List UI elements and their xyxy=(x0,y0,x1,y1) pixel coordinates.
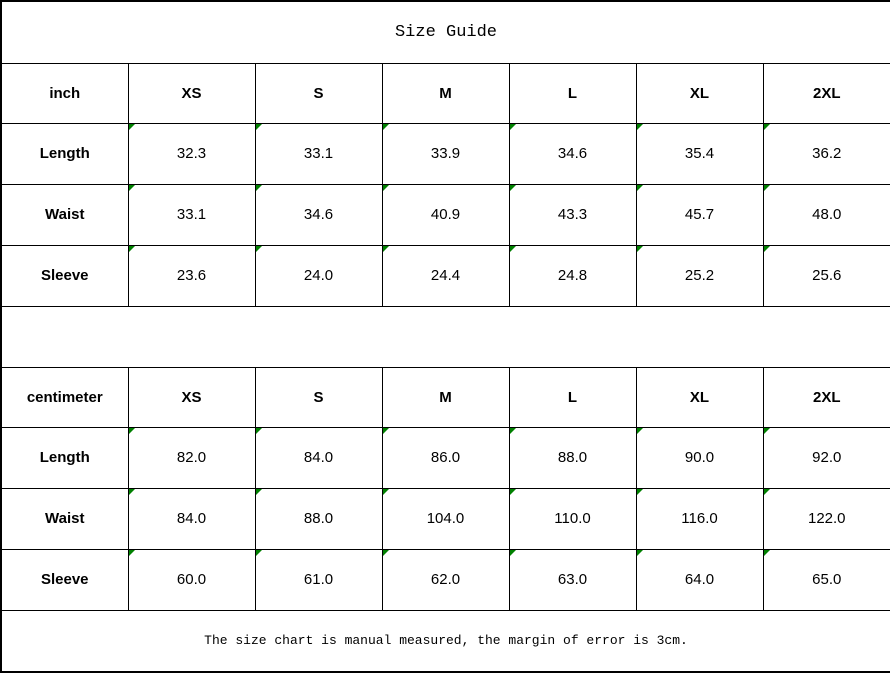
measurement-cell xyxy=(255,488,382,549)
measurement-value: 92.0 xyxy=(812,449,842,466)
measurement-cell xyxy=(128,427,255,488)
measurement-value: 60.0 xyxy=(176,571,207,588)
unit-header-centimeter: centimeter xyxy=(1,367,128,427)
measurement-cell xyxy=(128,245,255,306)
measurement-value: 24.8 xyxy=(557,267,588,284)
cell-flag-icon xyxy=(764,185,770,191)
measurement-value: 61.0 xyxy=(303,571,334,588)
measurement-cell xyxy=(636,184,763,245)
measurement-cell xyxy=(128,123,255,184)
measurement-cell xyxy=(255,427,382,488)
measurement-cell xyxy=(636,123,763,184)
measurement-cell xyxy=(128,549,255,610)
table-row xyxy=(1,123,890,184)
table-row xyxy=(1,488,890,549)
cell-flag-icon xyxy=(129,185,135,191)
measurement-cell xyxy=(382,427,509,488)
cell-flag-icon xyxy=(764,428,770,434)
cell-flag-icon xyxy=(764,550,770,556)
measurement-cell xyxy=(255,184,382,245)
cell-flag-icon xyxy=(510,428,516,434)
measurement-value: 82.0 xyxy=(176,449,207,466)
measurement-cell xyxy=(382,549,509,610)
cell-flag-icon xyxy=(256,489,262,495)
cell-flag-icon xyxy=(383,124,389,130)
size-header-2xl: 2XL xyxy=(763,63,890,123)
cell-flag-icon xyxy=(383,489,389,495)
cell-flag-icon xyxy=(256,185,262,191)
measurement-value: 24.0 xyxy=(303,267,334,284)
measurement-value: 104.0 xyxy=(426,510,465,527)
cell-flag-icon xyxy=(637,428,643,434)
measurement-value: 45.7 xyxy=(684,206,715,223)
footer-row xyxy=(1,610,890,672)
measurement-value: 90.0 xyxy=(684,449,715,466)
measurement-cell xyxy=(763,184,890,245)
measurement-value: 48.0 xyxy=(812,206,842,223)
size-header-l: L xyxy=(509,367,636,427)
cell-flag-icon xyxy=(383,428,389,434)
measurement-value: 65.0 xyxy=(812,571,842,588)
measurement-value: 84.0 xyxy=(176,510,207,527)
row-label-length: Length xyxy=(1,123,128,184)
size-header-xs: XS xyxy=(128,63,255,123)
row-label-length: Length xyxy=(1,427,128,488)
cell-flag-icon xyxy=(256,246,262,252)
cell-flag-icon xyxy=(256,124,262,130)
measurement-cell xyxy=(636,427,763,488)
measurement-cell xyxy=(509,123,636,184)
table-row xyxy=(1,549,890,610)
measurement-value: 36.2 xyxy=(812,145,842,162)
cell-flag-icon xyxy=(637,185,643,191)
measurement-value: 110.0 xyxy=(554,510,591,527)
measurement-value: 24.4 xyxy=(430,267,461,284)
measurement-cell xyxy=(509,184,636,245)
spacer-row xyxy=(1,306,890,367)
measurement-cell xyxy=(382,123,509,184)
cell-flag-icon xyxy=(383,550,389,556)
size-header-xs: XS xyxy=(128,367,255,427)
cell-flag-icon xyxy=(510,489,516,495)
measurement-cell xyxy=(509,245,636,306)
size-header-s: S xyxy=(255,63,382,123)
measurement-value: 33.1 xyxy=(176,206,207,223)
size-header-l: L xyxy=(509,63,636,123)
size-header-xl: XL xyxy=(636,63,763,123)
size-header-s: S xyxy=(255,367,382,427)
measurement-value: 86.0 xyxy=(430,449,461,466)
measurement-value: 25.6 xyxy=(812,267,842,284)
row-label-sleeve: Sleeve xyxy=(1,549,128,610)
row-label-waist: Waist xyxy=(1,488,128,549)
measurement-value: 40.9 xyxy=(430,206,461,223)
centimeter-header-row xyxy=(1,367,890,427)
cell-flag-icon xyxy=(510,124,516,130)
cell-flag-icon xyxy=(383,246,389,252)
measurement-cell xyxy=(763,123,890,184)
cell-flag-icon xyxy=(129,550,135,556)
cell-flag-icon xyxy=(129,124,135,130)
measurement-value: 33.1 xyxy=(303,145,334,162)
measurement-cell xyxy=(509,488,636,549)
measurement-cell xyxy=(128,184,255,245)
measurement-cell xyxy=(763,488,890,549)
cell-flag-icon xyxy=(764,124,770,130)
measurement-value: 32.3 xyxy=(176,145,207,162)
measurement-cell xyxy=(382,184,509,245)
cell-flag-icon xyxy=(637,550,643,556)
measurement-value: 116.0 xyxy=(681,510,718,527)
size-header-xl: XL xyxy=(636,367,763,427)
cell-flag-icon xyxy=(383,185,389,191)
footer-note: The size chart is manual measured, the margin of error is 3cm. xyxy=(1,610,890,672)
size-header-2xl: 2XL xyxy=(763,367,890,427)
size-header-m: M xyxy=(382,367,509,427)
measurement-value: 84.0 xyxy=(303,449,334,466)
measurement-cell xyxy=(636,549,763,610)
measurement-value: 34.6 xyxy=(557,145,588,162)
cell-flag-icon xyxy=(764,246,770,252)
measurement-cell xyxy=(636,245,763,306)
measurement-value: 88.0 xyxy=(557,449,588,466)
table-row xyxy=(1,427,890,488)
measurement-value: 122.0 xyxy=(807,510,846,527)
table-row xyxy=(1,184,890,245)
measurement-value: 43.3 xyxy=(557,206,588,223)
cell-flag-icon xyxy=(129,428,135,434)
unit-header-inch: inch xyxy=(1,63,128,123)
page-title: Size Guide xyxy=(1,1,890,63)
measurement-cell xyxy=(763,549,890,610)
cell-flag-icon xyxy=(510,185,516,191)
cell-flag-icon xyxy=(510,246,516,252)
measurement-cell xyxy=(128,488,255,549)
inch-header-row xyxy=(1,63,890,123)
spacer-cell xyxy=(1,306,890,367)
row-label-waist: Waist xyxy=(1,184,128,245)
measurement-value: 23.6 xyxy=(176,267,207,284)
measurement-value: 33.9 xyxy=(430,145,461,162)
measurement-cell xyxy=(509,549,636,610)
cell-flag-icon xyxy=(129,246,135,252)
measurement-cell xyxy=(255,549,382,610)
measurement-cell xyxy=(382,245,509,306)
cell-flag-icon xyxy=(510,550,516,556)
measurement-cell xyxy=(382,488,509,549)
size-header-m: M xyxy=(382,63,509,123)
table-row xyxy=(1,245,890,306)
measurement-cell xyxy=(255,123,382,184)
title-row xyxy=(1,1,890,63)
cell-flag-icon xyxy=(256,550,262,556)
measurement-value: 34.6 xyxy=(303,206,334,223)
measurement-value: 88.0 xyxy=(303,510,334,527)
measurement-cell xyxy=(255,245,382,306)
measurement-cell xyxy=(763,427,890,488)
measurement-cell xyxy=(763,245,890,306)
cell-flag-icon xyxy=(256,428,262,434)
cell-flag-icon xyxy=(637,489,643,495)
measurement-value: 64.0 xyxy=(684,571,715,588)
measurement-cell xyxy=(636,488,763,549)
measurement-value: 25.2 xyxy=(684,267,715,284)
cell-flag-icon xyxy=(129,489,135,495)
cell-flag-icon xyxy=(637,124,643,130)
measurement-value: 62.0 xyxy=(430,571,461,588)
row-label-sleeve: Sleeve xyxy=(1,245,128,306)
measurement-value: 35.4 xyxy=(684,145,715,162)
cell-flag-icon xyxy=(764,489,770,495)
cell-flag-icon xyxy=(637,246,643,252)
measurement-cell xyxy=(509,427,636,488)
measurement-value: 63.0 xyxy=(557,571,588,588)
